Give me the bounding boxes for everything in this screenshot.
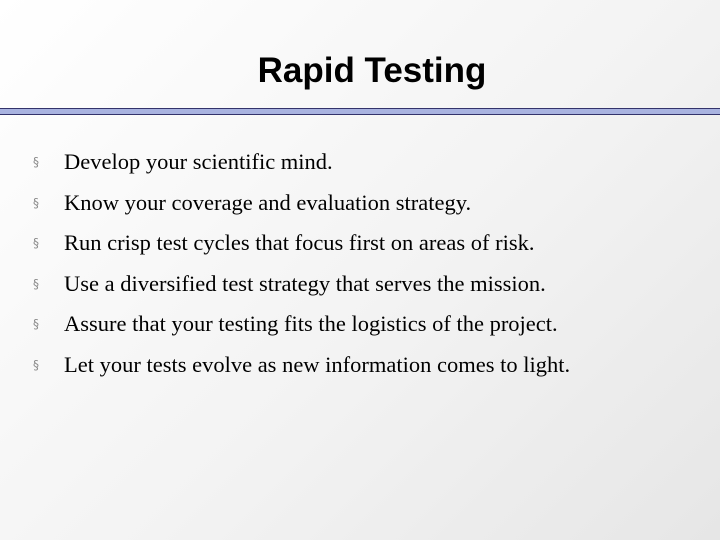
bullet-marker-icon: § [33, 317, 39, 332]
bullet-text: Run crisp test cycles that focus first on areas of risk. [64, 230, 535, 256]
bullet-item [30, 304, 710, 345]
slide-title: Rapid Testing [257, 51, 487, 90]
bullet-marker-icon: § [33, 195, 39, 210]
bullet-item [30, 345, 710, 386]
bullet-item [30, 264, 710, 305]
bullet-text: Let your tests evolve as new information comes to light. [64, 351, 571, 377]
bullet-item [30, 223, 710, 264]
bullet-item [30, 183, 710, 224]
bullet-marker-icon: § [33, 155, 39, 170]
bullet-marker-icon: § [33, 236, 39, 251]
bullet-text: Assure that your testing fits the logistics of the project. [64, 311, 558, 337]
bullet-marker-icon: § [33, 357, 39, 372]
bullet-item [30, 142, 710, 183]
title-divider [0, 108, 720, 115]
bullet-marker-icon: § [33, 276, 39, 291]
bullet-text: Use a diversified test strategy that serves the mission. [64, 270, 546, 296]
bullet-text: Know your coverage and evaluation strategy. [64, 189, 472, 215]
bullet-list [30, 142, 710, 385]
bullet-text: Develop your scientific mind. [64, 149, 333, 175]
